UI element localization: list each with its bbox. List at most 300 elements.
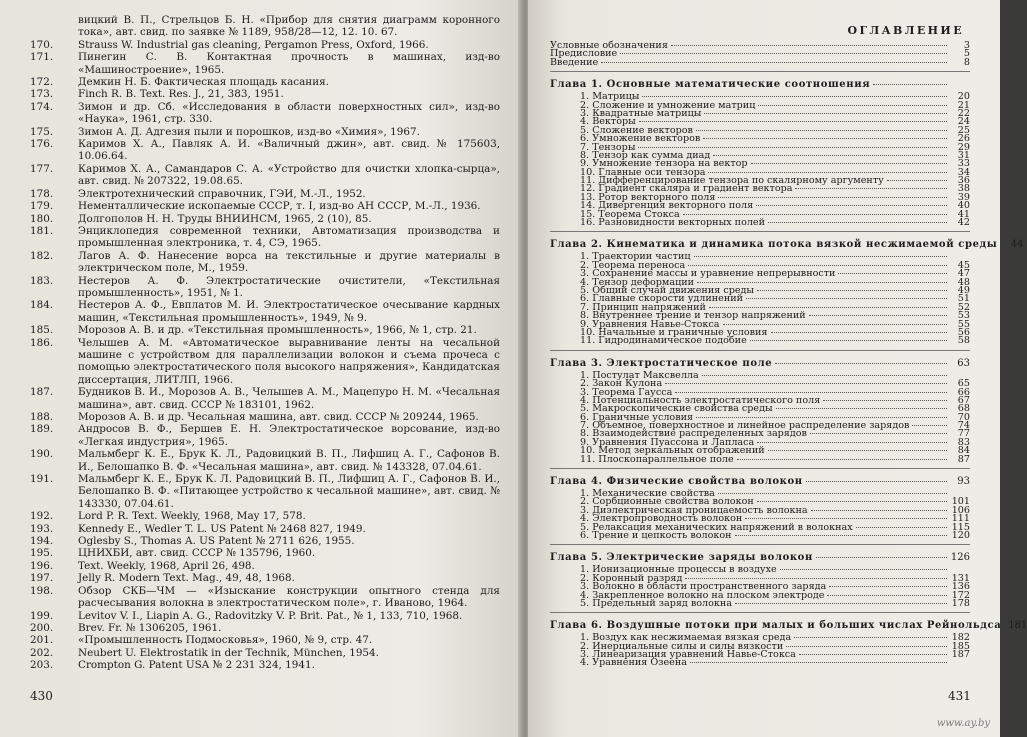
dot-leader xyxy=(873,84,947,85)
reference-text: Будников В. И., Морозов А. В., Челышев А. М., Мацепуро Н. М. «Чесальная машина», авт. свид. СССР № 183101, 1962. xyxy=(78,386,500,411)
toc-section-label: 15. Теорема Стокса xyxy=(580,208,680,220)
dot-leader xyxy=(708,172,947,173)
toc-section-label: 6. Главные скорости удлинений xyxy=(580,293,744,305)
toc-section-label: 2. Инерциальные силы и силы вязкости xyxy=(580,640,784,652)
reference-item xyxy=(30,547,500,559)
toc-section-page: 48 xyxy=(957,276,970,288)
reference-number: 177. xyxy=(30,162,54,175)
dot-leader xyxy=(776,408,947,409)
reference-item xyxy=(30,634,500,646)
reference-item xyxy=(30,76,500,88)
toc-chapter-label: Глава 6. Воздушные потоки при малых и больших числах Рейнольдса xyxy=(550,620,1002,632)
toc-section-label: 4. Закрепленное волокно на плоском электроде xyxy=(580,589,825,601)
toc-section-label: 3. Сохранение массы и уравнение непрерывности xyxy=(580,268,836,280)
dot-leader xyxy=(702,375,947,376)
dot-leader xyxy=(697,282,947,283)
reference-item xyxy=(30,473,500,510)
reference-number: 180. xyxy=(30,212,54,225)
dot-leader xyxy=(723,324,947,325)
toc-section-label: 4. Электропроводность волокон xyxy=(580,513,743,525)
chapter-divider xyxy=(550,350,970,351)
dot-leader xyxy=(757,290,947,291)
toc-section-label: 12. Градиент скаляра и градиент вектора xyxy=(580,183,793,195)
reference-number: 203. xyxy=(30,659,54,672)
toc-section-label: 1. Матрицы xyxy=(580,91,640,103)
toc-chapter-page: 44 xyxy=(1010,239,1024,251)
toc-section-page: 77 xyxy=(957,428,970,440)
toc-section-label: 5. Сложение векторов xyxy=(580,124,693,136)
toc-section-label: 4. Тензор деформации xyxy=(580,276,695,288)
dot-leader xyxy=(829,586,947,587)
toc-section-page: 26 xyxy=(957,133,970,145)
toc-section-page: 70 xyxy=(957,411,970,423)
reference-text: Пинегин С. В. Контактная прочность в машинах, изд-во «Машиностроение», 1965. xyxy=(78,51,500,76)
toc-section-label: 7. Тензоры xyxy=(580,141,636,153)
toc-section-label: 2. Коронный разряд xyxy=(580,572,683,584)
reference-item xyxy=(30,411,500,423)
toc-chapter xyxy=(550,358,970,369)
dot-leader xyxy=(713,155,947,156)
reference-text: Энциклопедия современной техники, Автоматизация производства и промышленная электроника, т. 4, СЭ, 1965. xyxy=(78,224,500,250)
dot-leader xyxy=(688,265,947,266)
toc-front-item-label: Введение xyxy=(550,56,599,68)
toc-section-page: 178 xyxy=(951,597,970,609)
dot-leader xyxy=(750,340,947,341)
reference-number: 189. xyxy=(30,423,54,436)
toc-section-label: 9. Уравнения Пуассона и Лапласа xyxy=(580,436,755,448)
dot-leader xyxy=(771,332,948,333)
reference-text: Brev. Fr. № 1306205, 1961. xyxy=(78,621,222,634)
reference-number: 184. xyxy=(30,299,54,312)
reference-item xyxy=(30,535,500,547)
toc-section-page: 53 xyxy=(957,310,970,322)
page-number-left: 430 xyxy=(30,689,53,703)
toc-section-page: 45 xyxy=(957,259,970,271)
reference-number: 173. xyxy=(30,88,54,101)
toc-section-page: 66 xyxy=(957,386,970,398)
reference-text: Crompton G. Patent USA № 2 231 324, 1941. xyxy=(78,659,315,672)
toc-chapter xyxy=(550,79,970,90)
toc-chapter-label: Глава 5. Электрические заряды волокон xyxy=(550,552,813,564)
toc-chapter-label: Глава 1. Основные математические соотношения xyxy=(550,79,871,91)
dot-leader xyxy=(737,459,947,460)
toc-section-label: 9. Умножение тензора на вектор xyxy=(580,158,748,170)
reference-item xyxy=(30,14,500,39)
right-page xyxy=(528,0,1027,737)
toc-section-label: 11. Дифференцирование тензора по скалярному аргументу xyxy=(580,175,884,187)
dot-leader xyxy=(768,450,947,451)
dot-leader xyxy=(757,442,947,443)
toc-section-page: 49 xyxy=(957,284,970,296)
reference-item xyxy=(30,101,500,126)
toc-section-page: 101 xyxy=(951,496,970,508)
dot-leader xyxy=(690,662,947,663)
reference-text: Нементаллические ископаемые СССР, т. I, изд-во АН СССР, М.-Л., 1936. xyxy=(78,200,481,213)
toc-section-label: 10. Начальные и граничные условия xyxy=(580,326,768,338)
page-number-right: 431 xyxy=(948,689,971,703)
toc-section-page: 21 xyxy=(957,99,970,111)
dot-leader xyxy=(887,180,947,181)
toc-section-page: 55 xyxy=(957,318,970,330)
reference-item xyxy=(30,610,500,622)
toc-section-page: 38 xyxy=(957,183,970,195)
toc-section-page: 136 xyxy=(951,581,970,593)
reference-text: Лагов А. Ф. Нанесение ворса на текстильные и другие материалы в электрическом поле, М., 1959. xyxy=(78,249,500,275)
toc-section-label: 5. Релаксация механических напряжений в волокнах xyxy=(580,521,853,533)
toc-section-label: 4. Потенциальность электростатического поля xyxy=(580,394,821,406)
toc-chapter-label: Глава 4. Физические свойства волокон xyxy=(550,476,803,488)
reference-item xyxy=(30,423,500,448)
toc-front-item xyxy=(550,56,970,68)
toc-section xyxy=(550,597,970,609)
reference-item xyxy=(30,225,500,250)
toc-section-page: 68 xyxy=(957,403,970,415)
reference-text: Finch R. B. Text. Res. J., 21, 383, 1951. xyxy=(78,88,284,101)
toc-chapter xyxy=(550,476,970,487)
dot-leader xyxy=(638,147,947,148)
dot-leader xyxy=(746,298,947,299)
dot-leader xyxy=(758,105,947,106)
toc-section-page: 131 xyxy=(951,572,970,584)
toc-section-page: 29 xyxy=(957,141,970,153)
toc-section-label: 4. Уравнения Озеена xyxy=(580,657,687,669)
toc-section-page: 41 xyxy=(957,208,970,220)
reference-number: 192. xyxy=(30,510,54,523)
reference-text: Нестеров А. Ф., Евплатов М. И. Электростатическое очесывание кардных машин, «Текстильная промышленность», 1949, № 9. xyxy=(78,299,500,324)
toc-chapter xyxy=(550,620,1027,632)
reference-number: 191. xyxy=(30,473,54,486)
toc-section-page: 40 xyxy=(957,200,970,212)
reference-item xyxy=(30,510,500,522)
dot-leader xyxy=(696,130,947,131)
toc-section-label: 16. Разновидности векторных полей xyxy=(580,217,766,229)
reference-number: 176. xyxy=(30,138,54,151)
toc-section-page: 20 xyxy=(957,91,970,103)
toc-front-item-page: 5 xyxy=(963,48,970,60)
toc-section-label: 5. Макроскопические свойства среды xyxy=(580,403,773,415)
reference-item xyxy=(30,324,500,336)
toc-chapter-label: Глава 3. Электростатическое поле xyxy=(550,357,773,369)
reference-text: Нестеров А. Ф. Электростатические очистители, «Текстильная промышленность», 1951, № 1. xyxy=(78,274,500,299)
reference-number: 200. xyxy=(30,621,54,634)
dot-leader xyxy=(665,383,947,384)
reference-text: Oglesby S., Thomas A. US Patent № 2711 626, 1955. xyxy=(78,535,355,548)
toc-section xyxy=(550,219,970,227)
dot-leader xyxy=(827,595,947,596)
reference-text: Обзор СКБ—ЧМ — «Изыскание конструкции опытного стенда для расчесывания волокна в электростатическом поле», г. Иваново, 1964. xyxy=(78,584,500,610)
toc-section-label: 11. Плоскопараллельное поле xyxy=(580,453,734,465)
dot-leader xyxy=(718,493,947,494)
toc-section-label: 11. Гидродинамическое подобие xyxy=(580,335,747,347)
toc-section-label: 10. Главные оси тензора xyxy=(580,166,706,178)
dot-leader xyxy=(786,646,947,647)
reference-number: 175. xyxy=(30,125,54,138)
toc-section-page: 65 xyxy=(957,378,970,390)
toc-section-page: 31 xyxy=(957,149,970,161)
toc-section-page: 172 xyxy=(951,589,970,601)
dot-leader xyxy=(795,188,947,189)
dot-leader xyxy=(816,557,947,558)
chapter-divider xyxy=(550,231,970,232)
dot-leader xyxy=(685,578,947,579)
dot-leader xyxy=(694,256,947,257)
toc-section-page: 52 xyxy=(957,301,970,313)
reference-number: 202. xyxy=(30,646,54,659)
toc-section-page: 182 xyxy=(951,632,970,644)
dot-leader xyxy=(751,163,947,164)
reference-text: «Промышленность Подмосковья», 1960, № 9, стр. 47. xyxy=(78,634,373,647)
reference-number: 197. xyxy=(30,572,54,585)
reference-text: Долгополов Н. Н. Труды ВНИИНСМ, 1965, 2 (10), 85. xyxy=(78,212,372,225)
dot-leader xyxy=(806,481,947,482)
table-of-contents xyxy=(550,40,1027,669)
toc-section-label: 3. Квадратные матрицы xyxy=(580,107,702,119)
toc-front-item-page: 3 xyxy=(963,40,970,51)
reference-item xyxy=(30,250,500,275)
toc-section xyxy=(550,337,970,345)
dot-leader xyxy=(675,392,947,393)
reference-number: 188. xyxy=(30,411,54,423)
toc-section-label: 14. Дивергенция векторного поля xyxy=(580,200,754,212)
dot-leader xyxy=(912,425,947,426)
reference-number: 172. xyxy=(30,76,54,89)
toc-section-label: 4. Векторы xyxy=(580,116,636,128)
dot-leader xyxy=(757,501,947,502)
toc-section-page: 83 xyxy=(957,436,970,448)
reference-item xyxy=(30,200,500,212)
dot-leader xyxy=(735,603,947,604)
toc-section-label: 8. Взаимодействие распределенных зарядов xyxy=(580,428,807,440)
toc-section-label: 2. Теорема переноса xyxy=(580,259,686,271)
reference-number: 196. xyxy=(30,559,54,572)
toc-chapter xyxy=(550,239,1024,251)
reference-text: ЦНИХБИ, авт. свид. СССР № 135796, 1960. xyxy=(78,547,316,560)
dot-leader xyxy=(780,569,947,570)
toc-section-label: 5. Общий случай движения среды xyxy=(580,284,755,296)
dot-leader xyxy=(704,113,947,114)
toc-section-label: 8. Внутреннее трение и тензор напряжений xyxy=(580,310,806,322)
reference-item xyxy=(30,647,500,659)
reference-number: 190. xyxy=(30,448,54,461)
toc-section-page: 74 xyxy=(957,420,970,432)
reference-item xyxy=(30,448,500,473)
chapter-divider xyxy=(550,544,970,545)
reference-text: Levitov V. I., Liapin A. G., Radovitzky V. P. Brit. Pat., № 1, 133, 710, 1968. xyxy=(78,609,463,622)
toc-section-label: 1. Ионизационные процессы в воздухе xyxy=(580,564,777,576)
reference-number: 193. xyxy=(30,522,54,535)
reference-number: 186. xyxy=(30,336,54,349)
toc-section xyxy=(550,453,970,465)
reference-number: 181. xyxy=(30,224,54,237)
toc-section-page: 58 xyxy=(957,335,970,347)
toc-section-page: 22 xyxy=(957,107,970,119)
toc-chapter-page: 126 xyxy=(950,552,970,564)
toc-front-item-page: 8 xyxy=(963,56,970,68)
toc-section-label: 6. Граничные условия xyxy=(580,411,694,423)
reference-item xyxy=(30,138,500,163)
reference-text: Kennedy E., Wedler T. L. US Patent № 2468 827, 1949. xyxy=(78,522,366,535)
toc-section-page: 120 xyxy=(951,529,970,541)
dot-leader xyxy=(703,138,947,139)
reference-text: Text. Weekly, 1968, April 26, 498. xyxy=(78,559,255,572)
dot-leader xyxy=(601,62,947,63)
toc-section-label: 10. Метод зеркальных отображений xyxy=(580,445,765,457)
reference-number: 194. xyxy=(30,535,54,548)
reference-item xyxy=(30,337,500,387)
toc-section-page: 67 xyxy=(957,394,970,406)
dot-leader xyxy=(696,417,947,418)
toc-front-item-label: Условные обозначения xyxy=(550,40,668,51)
toc-section-label: 3. Диэлектрическая проницаемость волокна xyxy=(580,504,808,516)
toc-chapter-page: 63 xyxy=(957,357,970,369)
toc-section-label: 7. Объемное, поверхностное и линейное распределение зарядов xyxy=(580,420,910,432)
reference-number: 174. xyxy=(30,100,54,113)
toc-section-label: 2. Сорбционные свойства волокон xyxy=(580,496,754,508)
reference-item xyxy=(30,213,500,225)
dot-leader xyxy=(671,45,947,46)
reference-number: 170. xyxy=(30,38,54,51)
toc-section-page: 115 xyxy=(951,521,970,533)
dot-leader xyxy=(768,222,947,223)
toc-section-page: 33 xyxy=(957,158,970,170)
reference-text: Neubert U. Elektrostatik in der Technik, München, 1954. xyxy=(78,646,379,659)
toc-section-label: 1. Траектории частиц xyxy=(580,251,691,263)
reference-number xyxy=(30,14,78,39)
reference-number: 171. xyxy=(30,51,54,64)
toc-section-label: 2. Закон Кулона xyxy=(580,378,663,390)
dot-leader xyxy=(809,315,947,316)
reference-item xyxy=(30,523,500,535)
toc-section-label: 1. Постулат Максвелла xyxy=(580,369,699,381)
reference-text: Челышев А. М. «Автоматическое выравнивание ленты на чесальной машине с устройством для параллелизации волокон и съема прочеса с помощью электростатического поля высокого напряжения», Кандидатская диссертация, ЛИТЛП, 1966. xyxy=(78,336,500,386)
toc-front-item-label: Предисловие xyxy=(550,48,618,60)
reference-number: 182. xyxy=(30,249,54,262)
toc-section-label: 2. Сложение и умножение матриц xyxy=(580,99,756,111)
reference-item xyxy=(30,659,500,671)
dot-leader xyxy=(735,535,947,536)
toc-chapter-label: Глава 2. Кинематика и динамика потока вязкой несжимаемой среды xyxy=(550,239,998,251)
toc-section-page: 56 xyxy=(957,326,970,338)
reference-number: 179. xyxy=(30,200,54,213)
reference-text: Jelly R. Modern Text. Mag., 49, 48, 1968. xyxy=(78,572,295,585)
reference-number: 178. xyxy=(30,187,54,200)
toc-chapter-page: 93 xyxy=(957,476,970,488)
reference-item xyxy=(30,39,500,51)
reference-text: Мальмберг К. Е., Брук К. Л. Радовицкий В. П., Лифшиц А. Г., Сафонов В. И., Белошапко В. Ф. «Питающее устройство к чесальной машине», авт. свид. № 143330, 07.04.61. xyxy=(78,473,500,510)
toc-section-page: 111 xyxy=(951,513,970,525)
reference-item xyxy=(30,88,500,100)
toc-section-page: 36 xyxy=(957,175,970,187)
reference-item xyxy=(30,585,500,610)
reference-number: 199. xyxy=(30,609,54,622)
watermark: www.ay.by xyxy=(936,718,990,729)
reference-text: Зимон и др. Сб. «Исследования в области поверхностных сил», изд-во «Наука», 1961, стр. 330. xyxy=(78,100,500,126)
reference-item xyxy=(30,126,500,138)
reference-text: Каримов Х. А., Павляк А. И. «Валичный джин», авт. свид. № 175603, 10.06.64. xyxy=(78,138,500,163)
reference-text: Strauss W. Industrial gas cleaning, Pergamon Press, Oxford, 1966. xyxy=(78,38,429,51)
toc-chapter-page: 181 xyxy=(1008,620,1027,632)
dot-leader xyxy=(775,363,947,364)
dot-leader xyxy=(810,433,947,434)
reference-number: 198. xyxy=(30,584,54,597)
toc-section-label: 3. Волокно в области пространственного заряда xyxy=(580,581,827,593)
reference-item xyxy=(30,572,500,584)
reference-item xyxy=(30,163,500,188)
toc-section-page: 87 xyxy=(957,453,970,465)
dot-leader xyxy=(856,527,947,528)
toc-section-page: 34 xyxy=(957,166,970,178)
reference-text: Lord P. R. Text. Weekly, 1968, May 17, 578. xyxy=(78,510,306,523)
reference-text: вицкий В. П., Стрельцов Б. Н. «Прибор для снятия диаграмм коронного тока», авт. свид. по заявке № 1189, 958/28—12, 12. 10. 67. xyxy=(78,14,500,39)
reference-list xyxy=(30,14,500,672)
reference-text: Андросов В. Ф., Бершев Е. Н. Электростатическое ворсование, изд-во «Легкая индустрия», 1965. xyxy=(78,423,500,448)
toc-front-item xyxy=(550,50,970,58)
toc-section xyxy=(550,659,970,667)
toc-section-page: 25 xyxy=(957,124,970,136)
reference-text: Зимон А. Д. Адгезия пыли и порошков, изд-во «Химия», 1967. xyxy=(78,125,420,138)
toc-section-label: 3. Линеаризация уравнений Навье-Стокса xyxy=(580,649,796,661)
reference-item xyxy=(30,386,500,411)
reference-text: Электротехнический справочник, ГЭИ, М.-Л., 1952. xyxy=(78,187,366,200)
reference-number: 195. xyxy=(30,547,54,560)
dot-leader xyxy=(639,121,947,122)
dot-leader xyxy=(838,273,947,274)
toc-section-label: 3. Теорема Гаусса xyxy=(580,386,673,398)
toc-section-page: 47 xyxy=(957,268,970,280)
toc-section-page: 24 xyxy=(957,116,970,128)
chapter-divider xyxy=(550,612,970,613)
toc-section-page: 51 xyxy=(957,293,970,305)
reference-item xyxy=(30,560,500,572)
reference-text: Морозов А. В. и др. «Текстильная промышленность», 1966, № 1, стр. 21. xyxy=(78,324,477,337)
dot-leader xyxy=(794,637,947,638)
dot-leader xyxy=(823,400,947,401)
toc-section-label: 6. Умножение векторов xyxy=(580,133,701,145)
toc-section-page: 106 xyxy=(951,504,970,516)
dot-leader xyxy=(620,53,947,54)
dot-leader xyxy=(642,96,947,97)
toc-section-page: 42 xyxy=(957,217,970,229)
dot-leader xyxy=(745,518,947,519)
toc-chapter xyxy=(550,552,970,563)
chapter-divider xyxy=(550,71,970,72)
reference-item xyxy=(30,299,500,324)
reference-item xyxy=(30,51,500,76)
toc-section-label: 1. Воздух как несжимаемая вязкая среда xyxy=(580,632,792,644)
reference-item xyxy=(30,188,500,200)
toc-section-page: 84 xyxy=(957,445,970,457)
toc-section-label: 9. Уравнения Навье-Стокса xyxy=(580,318,720,330)
toc-section-page: 39 xyxy=(957,191,970,203)
toc-section-label: 6. Трение и цепкость волокон xyxy=(580,529,732,541)
dot-leader xyxy=(718,197,947,198)
reference-number: 187. xyxy=(30,386,54,399)
toc-section-label: 1. Механические свойства xyxy=(580,488,715,500)
toc-section-page: 185 xyxy=(951,640,970,652)
dot-leader xyxy=(811,510,947,511)
reference-text: Мальмберг К. Е., Брук К. Л., Радовицкий В. П., Лифшиц А. Г., Сафонов В. И., Белошапко В. Ф. «Чесальная машина», авт. свид. № 143328, 07.04.61. xyxy=(78,448,500,473)
toc-section-page: 187 xyxy=(951,649,970,661)
reference-item xyxy=(30,275,500,300)
reference-text: Демкин Н. Б. Фактическая площадь касания. xyxy=(78,76,330,89)
reference-number: 185. xyxy=(30,324,54,337)
reference-item xyxy=(30,622,500,634)
toc-section-label: 13. Ротор векторного поля xyxy=(580,191,716,203)
toc-section-label: 7. Принцип напряжений xyxy=(580,301,706,313)
reference-number: 201. xyxy=(30,634,54,647)
chapter-divider xyxy=(550,468,970,469)
dot-leader xyxy=(709,307,947,308)
